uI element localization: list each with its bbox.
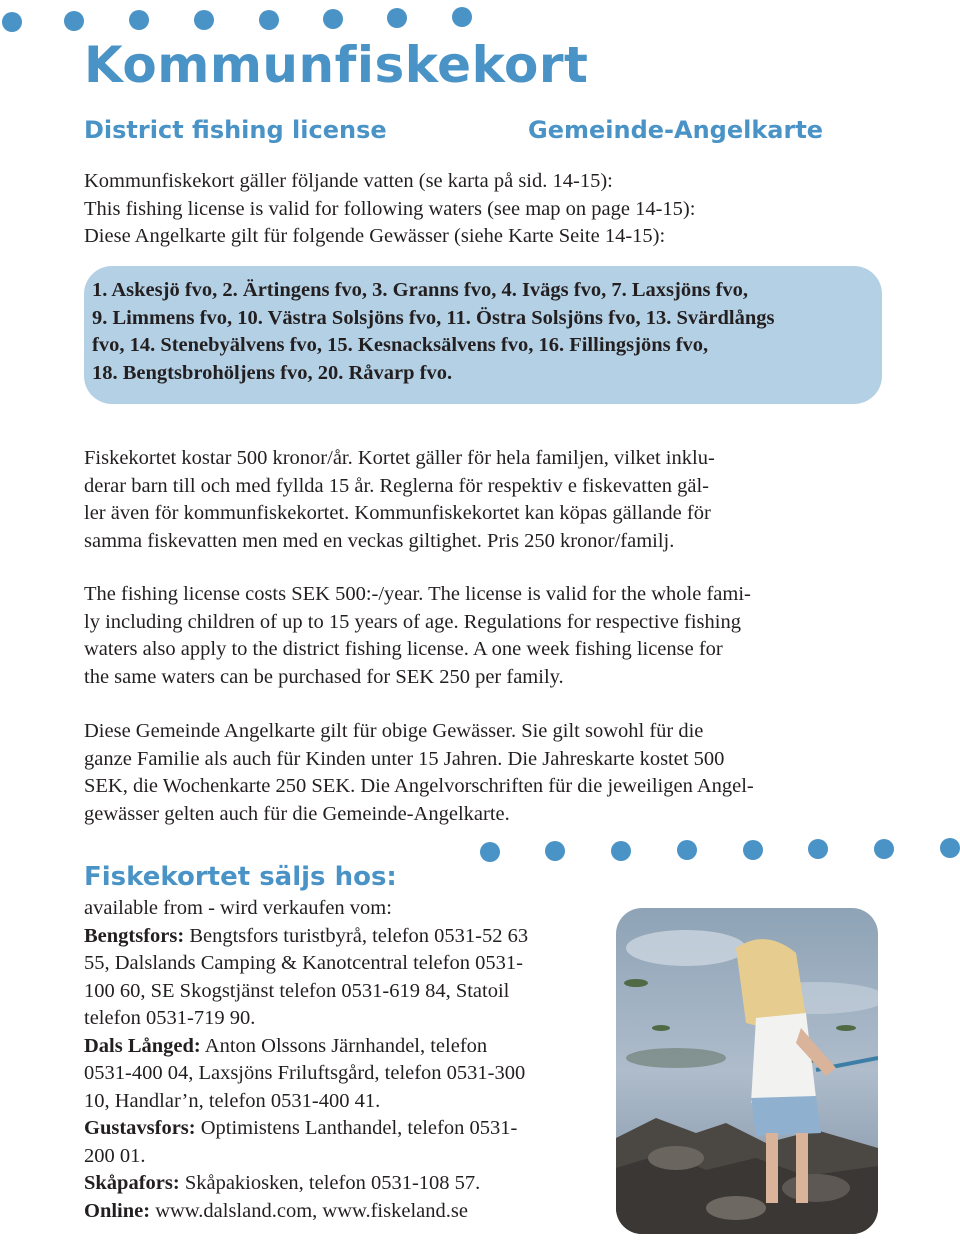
vendor-line (84, 1198, 614, 1226)
decor-dot (452, 7, 472, 27)
vendor-text: 0531-400 04, Laxsjöns Friluftsgård, telefon 0531-300 (84, 1062, 526, 1084)
vendor-text: 100 60, SE Skogstjänst telefon 0531-619 84, Statoil (84, 979, 510, 1002)
decor-dot (808, 839, 828, 859)
vendor-line (84, 1033, 614, 1061)
vendor-text: telefon 0531-719 90. (84, 1007, 256, 1029)
text-line: Fiskekortet kostar 500 kronor/år. Kortet gäller för hela familjen, vilket inklu- (84, 447, 715, 469)
subtitle-german: Gemeinde-Angelkarte (528, 116, 824, 144)
sold-at-subtitle: available from - wird verkaufen vom: (84, 897, 392, 919)
vendor-text: 10, Handlar’n, telefon 0531-400 41. (84, 1089, 381, 1112)
vendor-location: Skåpafors: (84, 1172, 180, 1194)
decor-dot (611, 841, 631, 861)
text-line: samma fiskevatten men med en veckas giltighet. Pris 250 kronor/familj. (84, 529, 675, 552)
vendor-location: Gustavsfors: (84, 1117, 196, 1139)
text-line: The fishing license costs SEK 500:-/year. The license is valid for the whole fami- (84, 583, 751, 605)
vendor-line (84, 1060, 614, 1088)
decor-dot (259, 10, 279, 30)
decor-dot (940, 838, 960, 858)
subtitle-english: District fishing license (84, 116, 387, 144)
decor-dot (387, 8, 407, 28)
price-paragraph-english (84, 581, 884, 691)
vendor-line (84, 1170, 614, 1198)
waters-line: 9. Limmens fvo, 10. Västra Solsjöns fvo, 11. Östra Solsjöns fvo, 13. Svärdlångs (92, 307, 775, 329)
decor-dot (480, 842, 500, 862)
vendor-text: Bengtsfors turistbyrå, telefon 0531-52 63 (184, 924, 529, 947)
decor-dot (2, 12, 22, 32)
vendor-line (84, 978, 614, 1006)
waters-line: 1. Askesjö fvo, 2. Ärtingens fvo, 3. Granns fvo, 4. Ivägs fvo, 7. Laxsjöns fvo, (92, 279, 749, 301)
waters-line: 18. Bengtsbrohöljens fvo, 20. Råvarp fvo. (92, 362, 453, 384)
decor-dot (129, 10, 149, 30)
decor-dot (545, 841, 565, 861)
text-line: ganze Familie als auch für Kinden unter 15 Jahren. Die Jahreskarte kostet 500 (84, 747, 725, 770)
decor-dot (743, 840, 763, 860)
intro-line-de: Diese Angelkarte gilt für folgende Gewässer (siehe Karte Seite 14-15): (84, 225, 666, 247)
price-paragraph-swedish (84, 445, 884, 555)
vendor-location: Dals Långed: (84, 1034, 201, 1057)
vendor-line (84, 1005, 614, 1033)
waters-line: fvo, 14. Stenebyälvens fvo, 15. Kesnacksälvens fvo, 16. Fillingsjöns fvo, (92, 334, 709, 356)
sold-at-heading: Fiskekortet säljs hos: (84, 862, 397, 892)
price-paragraph-german (84, 718, 884, 828)
decor-dot (323, 9, 343, 29)
vendor-location: Online: (84, 1199, 151, 1222)
vendor-line (84, 950, 614, 978)
text-line: ler även för kommunfiskekortet. Kommunfiskekortet kan köpas gällande för (84, 502, 711, 524)
text-line: ly including children of up to 15 years of age. Regulations for respective fishing (84, 610, 741, 633)
waters-list-box (84, 266, 882, 404)
decor-dot (677, 840, 697, 860)
vendor-location: Bengtsfors: (84, 924, 185, 947)
photo-illustration (616, 908, 878, 1234)
sold-at-list (84, 895, 614, 1225)
text-line: Diese Gemeinde Angelkarte gilt für obige Gewässer. Sie gilt sowohl für die (84, 720, 704, 742)
decor-dot (874, 839, 894, 859)
text-line: derar barn till och med fyllda 15 år. Reglerna för respektiv e fiskevatten gäl- (84, 474, 710, 497)
vendor-line (84, 1143, 614, 1171)
photo-girl-fishing (616, 908, 878, 1234)
vendor-text: Skåpakiosken, telefon 0531-108 57. (179, 1172, 481, 1194)
intro-paragraph (84, 168, 884, 251)
decor-dot (194, 10, 214, 30)
vendor-text: www.dalsland.com, www.fiskeland.se (150, 1199, 468, 1222)
vendor-text: Optimistens Lanthandel, telefon 0531- (195, 1117, 518, 1139)
intro-line-sv: Kommunfiskekort gäller följande vatten (se karta på sid. 14-15): (84, 170, 613, 192)
text-line: gewässer gelten auch für die Gemeinde-Angelkarte. (84, 802, 510, 825)
text-line: SEK, die Wochenkarte 250 SEK. Die Angelvorschriften für die jeweiligen Angel- (84, 775, 754, 797)
vendor-text: Anton Olssons Järnhandel, telefon (200, 1034, 488, 1057)
page-title: Kommunfiskekort (84, 36, 589, 94)
text-line: waters also apply to the district fishing license. A one week fishing license for (84, 638, 723, 660)
vendor-line (84, 923, 614, 951)
vendor-line (84, 1115, 614, 1143)
text-line: the same waters can be purchased for SEK 250 per family. (84, 665, 564, 688)
vendor-line (84, 1088, 614, 1116)
intro-line-en: This fishing license is valid for following waters (see map on page 14-15): (84, 197, 696, 220)
vendor-text: 55, Dalslands Camping & Kanotcentral telefon 0531- (84, 952, 523, 974)
decor-dot (64, 11, 84, 31)
vendor-text: 200 01. (84, 1144, 146, 1167)
